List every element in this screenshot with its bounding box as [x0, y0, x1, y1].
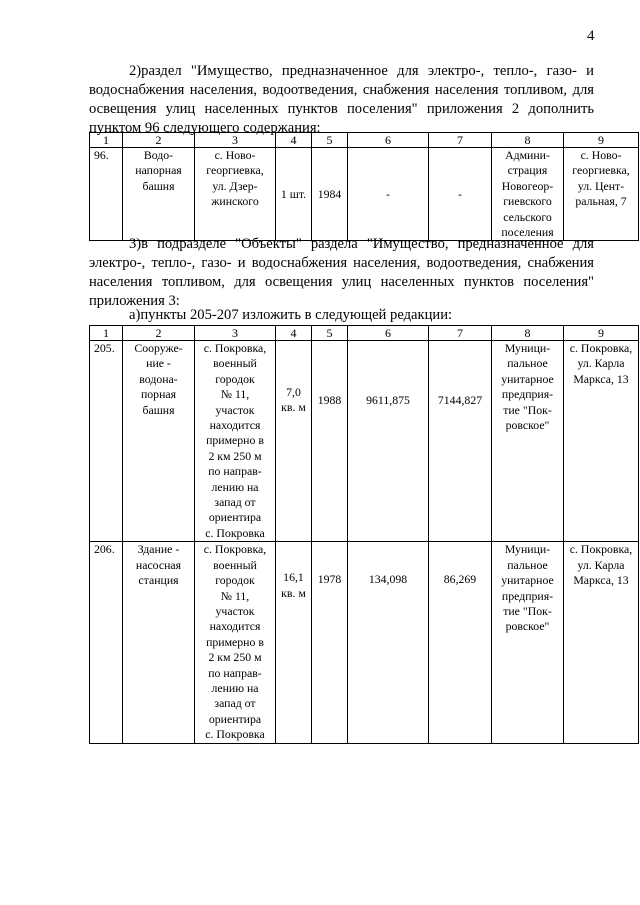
column-number: 7 [429, 133, 492, 148]
cell-line: с. Покровка, [569, 542, 633, 557]
cell-line: георгиевка, [572, 163, 630, 178]
cell-line: ние - [146, 356, 171, 371]
cell-line: № 11, [220, 387, 250, 402]
cell-line: поселения [501, 225, 554, 240]
cell-line: кв. м [281, 400, 306, 415]
cell-line: № 11, [220, 588, 250, 603]
column-number: 6 [348, 133, 429, 148]
cell-line: ральная, 7 [575, 194, 627, 209]
cell-line: городок [215, 371, 255, 386]
cell-line: сельского [503, 209, 552, 224]
cell-name [123, 542, 195, 743]
cell-line: находится [209, 418, 261, 433]
cell-line: с. Покровка [205, 727, 265, 742]
cell-line: ориентира [208, 510, 262, 525]
table-item-96 [89, 132, 639, 241]
cell-line: с. Покровка [205, 525, 265, 540]
cell-line: Маркса, 13 [573, 573, 629, 588]
paragraph-section-3-text: 3)в подразделе "Объекты" раздела "Имущество, предназначенное для электро-, тепло-, газо- и водоснабжения населения, водоотведения, снабжения населения топливом, для освещения улиц населенных пунктов поселения" приложения 3: [89, 236, 594, 309]
cell-line: башня [142, 402, 175, 417]
cell-line: по направ- [208, 464, 262, 479]
paragraph-section-2-text: 2)раздел "Имущество, предназначенное для электро-, тепло-, газо- и водоснабжения населения, водоотведения, снабжения населения топливом, для освещения улиц населенных пунктов поселения" приложения 2 дополнить пунктом 96 следующего содержания: [89, 63, 594, 136]
cell-line: предприя- [501, 588, 554, 603]
cell-line: примерно в [206, 634, 264, 649]
column-number: 9 [564, 133, 639, 148]
cell-item-number: 206. [90, 542, 123, 743]
cell-line: Муници- [504, 341, 551, 355]
table-row [90, 148, 639, 241]
table-items-205-207 [89, 325, 639, 744]
cell-line: с. Покровка, [203, 542, 267, 557]
cell-location [564, 148, 639, 241]
cell-holder [492, 148, 564, 241]
column-number: 5 [312, 326, 348, 341]
cell-value: - [348, 148, 429, 241]
page-number: 4 [587, 28, 595, 44]
cell-line: унитарное [501, 371, 554, 386]
cell-line: ул. Цент- [577, 178, 625, 193]
cell-line: станция [138, 573, 179, 588]
cell-line: ул. Карла [577, 557, 625, 572]
cell-location [564, 542, 639, 743]
cell-address [195, 542, 276, 743]
cell-line: георгиевка, [206, 163, 264, 178]
cell-line: страция [507, 163, 548, 178]
cell-line: военный [213, 356, 257, 371]
table-row [90, 341, 639, 542]
column-number: 3 [195, 133, 276, 148]
cell-holder [492, 341, 564, 542]
cell-name [123, 341, 195, 542]
cell-line: с. Покровка, [203, 341, 267, 355]
cell-line: ровское" [505, 418, 550, 433]
cell-line: 2 км 250 м [208, 448, 262, 463]
cell-line: запад от [214, 495, 256, 510]
table-header-row [90, 133, 639, 148]
cell-line: ровское" [505, 619, 550, 634]
cell-line: ул. Дзер- [212, 178, 258, 193]
cell-year: 1988 [312, 341, 348, 542]
column-number: 2 [123, 133, 195, 148]
column-number: 1 [90, 133, 123, 148]
cell-address [195, 341, 276, 542]
column-number: 9 [564, 326, 639, 341]
cell-line: жинского [211, 194, 259, 209]
cell-line: Маркса, 13 [573, 371, 629, 386]
cell-line: ул. Карла [577, 356, 625, 371]
column-number: 1 [90, 326, 123, 341]
cell-line: запад от [214, 696, 256, 711]
cell-line: Муници- [504, 542, 551, 557]
cell-line: примерно в [206, 433, 264, 448]
cell-residual-value: 7144,827 [429, 341, 492, 542]
cell-line: тие "Пок- [503, 603, 552, 618]
cell-line: участок [215, 603, 255, 618]
cell-line: кв. м [281, 585, 306, 600]
cell-line: с. Ново- [214, 148, 256, 162]
column-number: 8 [492, 326, 564, 341]
cell-line: по направ- [208, 665, 262, 680]
cell-name [123, 148, 195, 241]
cell-area [276, 341, 312, 542]
cell-line: ориентира [208, 711, 262, 726]
cell-line: пальное [507, 356, 548, 371]
cell-line: унитарное [501, 573, 554, 588]
cell-line: Сооруже- [134, 341, 183, 355]
cell-line: участок [215, 402, 255, 417]
column-number: 2 [123, 326, 195, 341]
paragraph-points [89, 306, 594, 325]
cell-line: с. Ново- [580, 148, 622, 162]
cell-line: гиевского [503, 194, 552, 209]
cell-line: Админи- [505, 148, 550, 162]
table-row [90, 542, 639, 743]
cell-location [564, 341, 639, 542]
cell-line: лению на [211, 479, 259, 494]
cell-holder [492, 542, 564, 743]
paragraph-section-2 [89, 62, 594, 138]
column-number: 4 [276, 133, 312, 148]
cell-line: 7,0 [286, 385, 301, 399]
cell-line: башня [142, 178, 175, 193]
cell-item-number: 96. [90, 148, 123, 241]
column-number: 7 [429, 326, 492, 341]
cell-line: с. Покровка, [569, 341, 633, 355]
cell-residual-value: - [429, 148, 492, 241]
cell-line: городок [215, 573, 255, 588]
paragraph-points-text: а)пункты 205-207 изложить в следующей редакции: [129, 307, 453, 323]
column-number: 4 [276, 326, 312, 341]
cell-residual-value: 86,269 [429, 542, 492, 743]
cell-line: напорная [135, 163, 182, 178]
cell-line: порная [140, 387, 177, 402]
paragraph-section-3 [89, 235, 594, 311]
cell-line: Новогеор- [501, 178, 554, 193]
cell-line: лению на [211, 680, 259, 695]
column-number: 5 [312, 133, 348, 148]
cell-line: Водо- [143, 148, 174, 162]
cell-line: 2 км 250 м [208, 650, 262, 665]
cell-line: пальное [507, 557, 548, 572]
cell-line: водона- [139, 371, 178, 386]
table-header-row [90, 326, 639, 341]
cell-value: 134,098 [348, 542, 429, 743]
cell-line: находится [209, 619, 261, 634]
cell-line: тие "Пок- [503, 402, 552, 417]
cell-area [276, 542, 312, 743]
cell-address [195, 148, 276, 241]
cell-year: 1978 [312, 542, 348, 743]
cell-line: насосная [135, 557, 182, 572]
cell-quantity: 1 шт. [276, 148, 312, 241]
cell-line: предприя- [501, 387, 554, 402]
column-number: 3 [195, 326, 276, 341]
cell-year: 1984 [312, 148, 348, 241]
cell-value: 9611,875 [348, 341, 429, 542]
cell-line: военный [213, 557, 257, 572]
cell-line: Здание - [137, 542, 180, 557]
cell-item-number: 205. [90, 341, 123, 542]
cell-line: 16,1 [283, 570, 304, 585]
column-number: 6 [348, 326, 429, 341]
column-number: 8 [492, 133, 564, 148]
